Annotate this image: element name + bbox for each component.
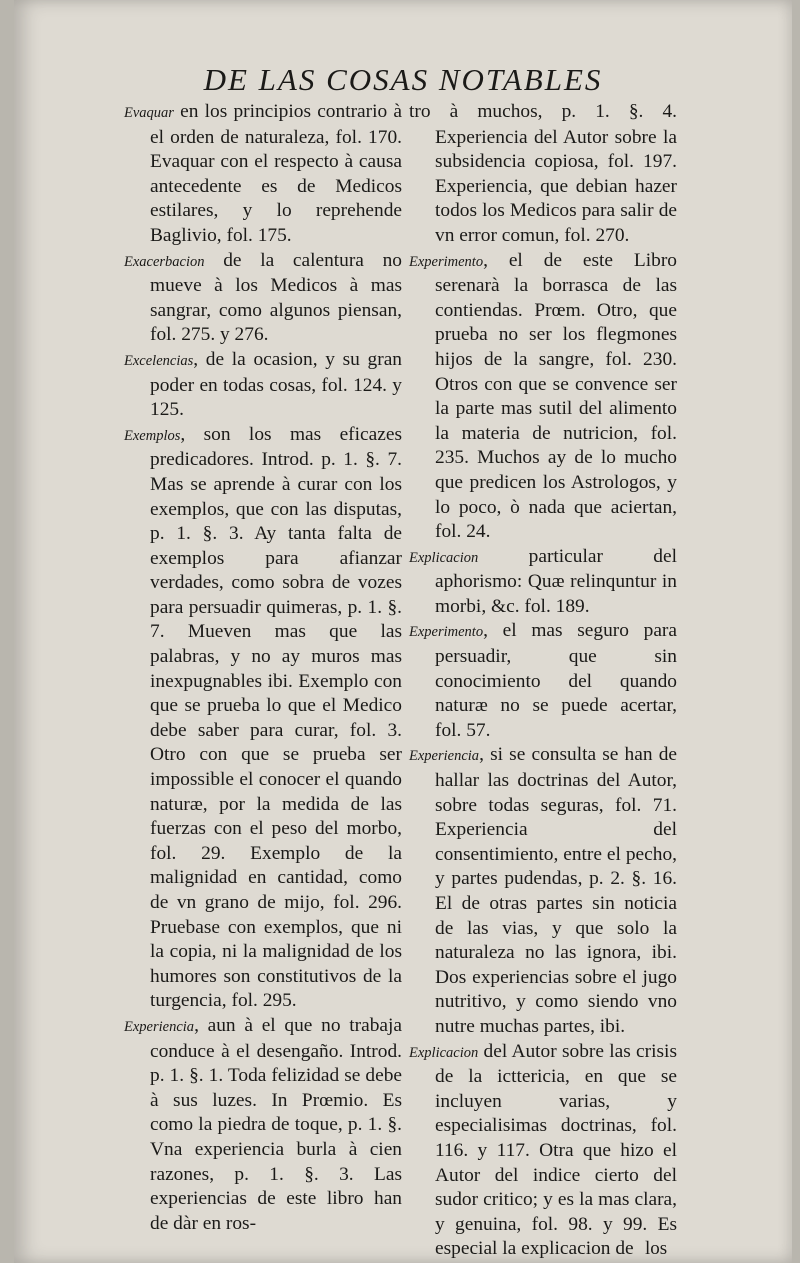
right-column: [409, 100, 677, 1262]
entry-text: , de la ocasion, y su gran poder en todas cosas, fol. 124. y 125.: [150, 348, 402, 421]
book-page: [14, 0, 792, 1263]
entry-headword: Excelencias: [124, 352, 194, 369]
entry-headword: Experimento: [409, 253, 484, 270]
index-entry: [124, 100, 402, 249]
entry-text: , aun à el que no trabaja conduce à el desengaño. Introd. p. 1. §. 1. Toda felizidad se debe à sus luzes. In Prœmio. Es como la piedra de toque, p. 1. §. Vna experiencia burla à cien razones, p. 1. §. 3. Las experiencias de este libro han de dàr en ros-: [150, 1014, 402, 1234]
left-column: [124, 100, 402, 1236]
entry-headword: Explicacion: [409, 549, 479, 566]
entry-headword: Exemplos: [124, 427, 181, 444]
index-entry: [409, 545, 677, 620]
entry-text: del Autor sobre las crisis de la icttericia, en que se incluyen varias, y especialisimas doctrinas, fol. 116. y 117. Otra que hizo el Autor del indice cierto del sudor critico; y es la mas clara, y genuina, fol. 98. y 99. Es especial la explicacion de: [435, 1040, 677, 1260]
index-entry: [409, 1040, 677, 1262]
entry-text: , si se consulta se han de hallar las doctrinas del Autor, sobre todas seguras, fol. 71. Experiencia del consentimiento, entre el pecho, y partes pudendas, p. 2. §. 16. El de otras partes sin noticia de las vias, y que solo la naturaleza no las ignora, ibi. Dos experiencias sobre el jugo nutritivo, y como siendo vno nutre muchas partes, ibi.: [435, 744, 677, 1037]
index-entry: [409, 249, 677, 545]
entry-text: en los principios contrario à el orden de naturaleza, fol. 170. Evaquar con el respecto à causa antecedente es de Medicos estilares, y lo reprehende Baglivio, fol. 175.: [150, 101, 402, 246]
entry-headword: Experimento: [409, 624, 484, 641]
index-entry: [124, 423, 402, 1014]
entry-headword: Explicacion: [409, 1044, 479, 1061]
index-entry: [124, 348, 402, 423]
entry-headword: Evaquar: [124, 105, 174, 121]
index-entry: [124, 249, 402, 348]
entry-text: , son los mas eficazes predicadores. Introd. p. 1. §. 7. Mas se aprende à curar con los exemplos, que con las disputas, p. 1. §. 3. Ay tanta falta de exemplos para afianzar verdades, como sobra de vozes para persuadir quimeras, p. 1. §. 7. Mueven mas que las palabras, y no ay muros mas inexpugnables ibi. Exemplo con que se prueba lo que el Medico debe saber para curar, fol. 3. Otro con que se prueba ser impossible el conocer el quando naturæ, por la medida de las fuerzas con el peso del morbo, fol. 29. Exemplo de la malignidad en cantidad, como de vn grano de mijo, fol. 296. Pruebase con exemplos, que ni la copia, ni la malignidad de los humores son constitutivos de la turgencia, fol. 295.: [150, 423, 402, 1012]
index-entry: [124, 1014, 402, 1236]
catchword: los: [645, 1238, 668, 1259]
index-entry-continued: [409, 100, 677, 249]
entry-headword: Experiencia: [409, 748, 480, 765]
running-header: DE LAS COSAS NOTABLES: [203, 62, 603, 97]
index-entry: [409, 619, 677, 743]
entry-text: particular del aphorismo: Quæ relinquntur in morbi, &c. fol. 189.: [435, 545, 677, 617]
entry-text: , el de este Libro serenarà la borrasca de las contiendas. Prœm. Otro, que prueba no ser los flegmones hijos de la sangre, fol. 230. Otros con que se convence ser la parte mas sutil del alimento la materia de nutricion, fol. 235. Muchos ay de lo mucho que predicen los Astrologos, y lo poco, ò nada que aciertan, fol. 24.: [435, 249, 677, 543]
entry-text: , el mas seguro para persuadir, que sin conocimiento del quando naturæ no se puede acertar, fol. 57.: [435, 620, 677, 741]
entry-text: de la calentura no mueve à los Medicos à mas sangrar, como algunos piensan, fol. 275. y 276.: [150, 249, 402, 346]
entry-headword: Experiencia: [124, 1018, 195, 1035]
entry-headword: Exacerbacion: [124, 253, 205, 270]
index-entry: [409, 743, 677, 1039]
entry-text: tro à muchos, p. 1. §. 4. Experiencia del Autor sobre la subsidencia copiosa, fol. 197. Experiencia, que debian hazer todos los Medicos para salir de vn error comun, fol. 270.: [409, 101, 677, 246]
